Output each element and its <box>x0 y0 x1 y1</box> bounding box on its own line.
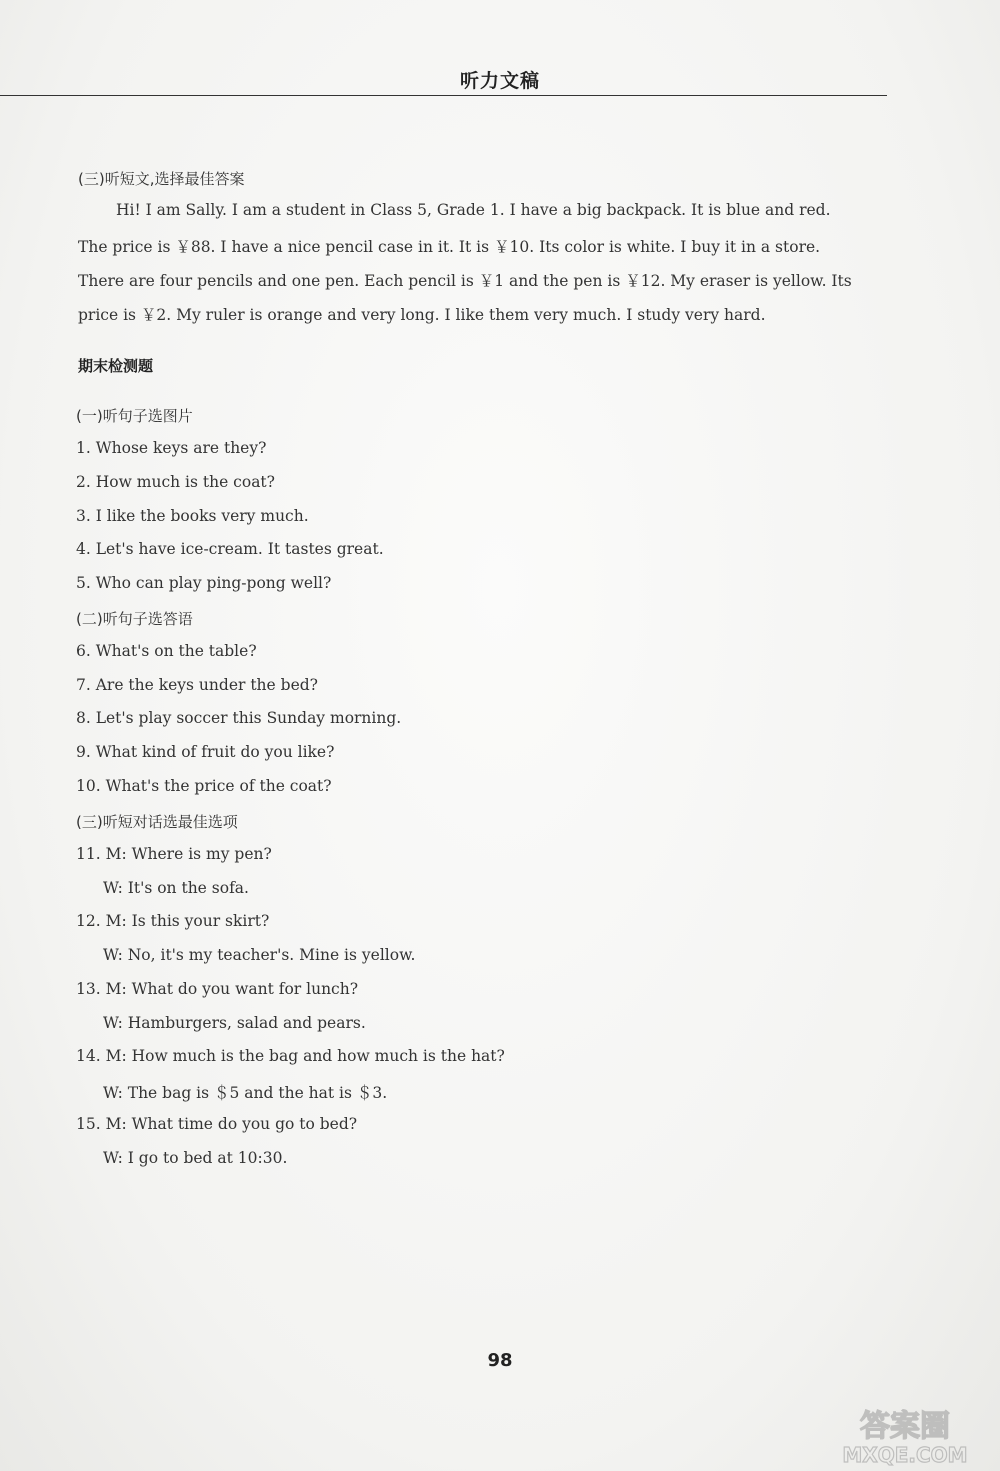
passage-line: Hi! I am Sally. I am a student in Class 5, Grade 1. I have a big backpack. It is blue and red. <box>116 201 831 219</box>
part3-heading: (三)听短对话选最佳选项 <box>76 813 238 831</box>
question-item: 4. Let's have ice-cream. It tastes great. <box>76 540 384 558</box>
page-number: 98 <box>487 1350 513 1371</box>
question-item: 6. What's on the table? <box>76 642 257 660</box>
dialogue-woman-line: W: It's on the sofa. <box>103 879 249 897</box>
dialogue-woman-line: W: I go to bed at 10:30. <box>103 1149 288 1167</box>
question-item: 9. What kind of fruit do you like? <box>76 743 335 761</box>
question-item: 1. Whose keys are they? <box>76 439 267 457</box>
dialogue-man-line: 11. M: Where is my pen? <box>76 845 272 863</box>
watermark-logo <box>820 1402 990 1468</box>
part1-heading: (一)听句子选图片 <box>76 407 193 425</box>
final-test-title: 期末检测题 <box>78 357 154 375</box>
dialogue-man-line: 14. M: How much is the bag and how much is the hat? <box>76 1047 505 1065</box>
question-item: 5. Who can play ping-pong well? <box>76 574 332 592</box>
question-item: 10. What's the price of the coat? <box>76 777 332 795</box>
question-item: 7. Are the keys under the bed? <box>76 676 318 694</box>
header-divider <box>0 95 887 96</box>
passage-line: There are four pencils and one pen. Each pencil is ￥1 and the pen is ￥12. My eraser is yellow. Its <box>78 272 852 290</box>
dialogue-woman-line: W: Hamburgers, salad and pears. <box>103 1014 366 1032</box>
dialogue-man-line: 13. M: What do you want for lunch? <box>76 980 359 998</box>
watermark-bottom-text: MXQE.COM <box>842 1443 968 1467</box>
question-item: 3. I like the books very much. <box>76 507 309 525</box>
section-heading-passage: (三)听短文,选择最佳答案 <box>78 170 245 188</box>
dialogue-man-line: 12. M: Is this your skirt? <box>76 912 270 930</box>
page-header-title: 听力文稿 <box>459 70 540 92</box>
passage-line: price is ￥2. My ruler is orange and very long. I like them very much. I study very hard. <box>78 306 766 324</box>
part2-heading: (二)听句子选答语 <box>76 610 193 628</box>
dialogue-man-line: 15. M: What time do you go to bed? <box>76 1115 358 1133</box>
question-item: 2. How much is the coat? <box>76 473 275 491</box>
dialogue-woman-line: W: The bag is ＄5 and the hat is ＄3. <box>103 1084 388 1102</box>
question-item: 8. Let's play soccer this Sunday morning. <box>76 709 402 727</box>
passage-line: The price is ￥88. I have a nice pencil case in it. It is ￥10. Its color is white. I buy it in a store. <box>78 238 821 256</box>
watermark-top-text: 答案圈 <box>860 1409 950 1444</box>
dialogue-woman-line: W: No, it's my teacher's. Mine is yellow. <box>103 946 416 964</box>
